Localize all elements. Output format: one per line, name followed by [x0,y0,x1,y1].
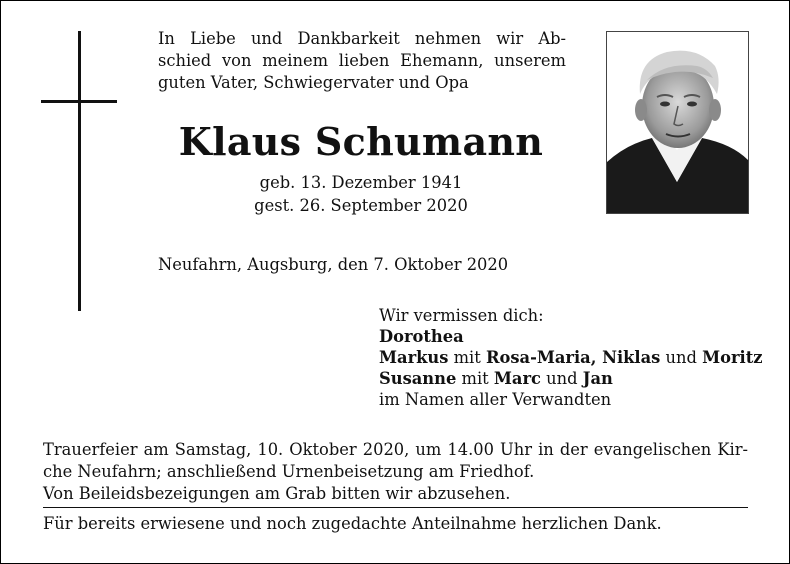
death-date: gest. 26. September 2020 [254,196,468,215]
ceremony-line: Von Beileidsbezeigungen am Grab bitten wir abzusehen. [43,484,511,503]
ceremony-line: Trauerfeier am Samstag, 10. Oktober 2020, um 14.00 Uhr in der evangelischen Kir- [43,440,748,459]
mourner-line [379,347,779,368]
mourner-name: Moritz [702,348,763,367]
place-date: Neufahrn, Augsburg, den 7. Oktober 2020 [158,255,509,274]
portrait-photo [606,31,749,214]
connector-text: mit [456,369,494,388]
mourner-name: Dorothea [379,327,464,346]
deceased-name: Klaus Schumann [178,119,544,164]
mourner-line [379,326,779,347]
intro-line: schied von meinem lieben Ehemann, unserem [158,51,566,70]
cross-icon-bar [41,100,117,103]
intro-text [158,28,566,94]
mourner-name: Marc [493,369,541,388]
intro-line: In Liebe und Dankbarkeit nehmen wir Ab- [158,29,566,48]
ceremony-info [43,439,748,505]
mourner-name: Markus [379,348,449,367]
mourner-name: Susanne [379,369,457,388]
ceremony-line: che Neufahrn; anschließend Urnenbeisetzung am Friedhof. [43,462,535,481]
birth-date: geb. 13. Dezember 1941 [259,173,463,192]
divider [43,507,748,508]
connector-text: und [660,348,703,367]
connector-text: mit [448,348,486,367]
thanks-text: Für bereits erwiesene und noch zugedachte Anteilnahme herzlichen Dank. [43,514,662,533]
life-dates [151,171,571,217]
mourner-line [379,368,779,389]
connector-text: und [540,369,583,388]
mourners-footer: im Namen aller Verwandten [379,390,612,409]
mourner-name: Jan [582,369,613,388]
portrait-image [607,32,748,213]
cross-icon [78,31,81,311]
mourners-heading: Wir vermissen dich: [379,306,544,325]
mourners-block [379,305,779,410]
mourner-name: Rosa-Maria, Niklas [485,348,661,367]
intro-line: guten Vater, Schwiegervater und Opa [158,73,469,92]
